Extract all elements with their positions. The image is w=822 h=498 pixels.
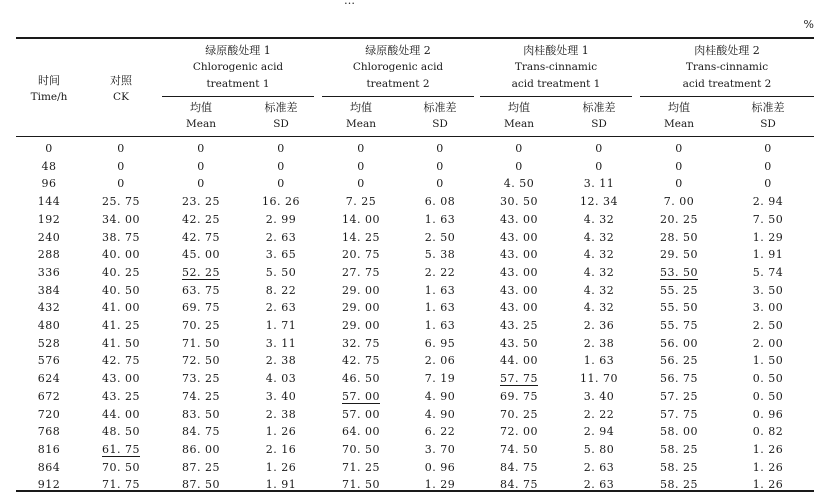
value-cell: 4. 32 [583,301,615,315]
table-row [0,476,822,494]
value-cell: 70. 25 [500,407,538,421]
value-cell: 43. 00 [500,248,538,262]
table-row [0,229,822,247]
time-cell: 432 [37,301,61,315]
value-cell: 63. 75 [182,283,220,297]
subheader-sd-zh: 标准差 [423,101,457,114]
value-cell: 0 [117,142,125,155]
value-cell: 30. 50 [500,195,538,209]
table-row [0,246,822,264]
value-cell: 3. 00 [752,301,784,315]
subheader-sd-2 [405,100,475,132]
value-cell: 71. 50 [342,478,380,492]
value-cell: 70. 50 [102,460,140,474]
value-cell: 23. 25 [182,195,220,209]
value-cell: 44. 00 [500,354,538,368]
subheader-sd-en: SD [432,118,448,130]
value-cell: 20. 25 [660,212,698,226]
value-cell: 4. 32 [583,212,615,226]
table-row [0,317,822,335]
value-cell: 0. 96 [424,460,456,474]
value-cell: 5. 80 [583,442,615,456]
subheader-mean-zh: 均值 [350,101,372,114]
value-cell: 56. 25 [660,354,698,368]
value-cell: 3. 11 [265,336,297,350]
value-cell: 1. 63 [583,354,615,368]
value-cell: 43. 00 [500,212,538,226]
value-cell: 14. 25 [342,230,380,244]
value-cell: 41. 50 [102,336,140,350]
value-cell: 70. 25 [182,319,220,332]
value-cell: 5. 50 [265,265,297,279]
value-cell: 56. 00 [660,336,698,350]
value-cell: 0 [675,177,683,191]
value-cell: 0 [357,177,365,191]
value-cell: 28. 50 [660,230,698,244]
table-row [0,352,822,370]
value-cell: 55. 75 [660,319,698,332]
value-cell: 12. 34 [580,195,618,209]
value-cell: 0 [117,177,125,191]
value-cell: 41. 25 [102,319,140,332]
value-cell: 1. 63 [424,319,456,332]
value-cell: 0 [595,159,603,173]
value-cell: 29. 50 [660,248,698,262]
subheader-sd-4 [733,100,803,132]
value-cell: 3. 40 [583,389,615,403]
value-cell: 25. 75 [102,195,140,209]
group-underline-1 [162,96,314,97]
value-cell: 71. 25 [342,460,380,474]
subheader-mean-en: Mean [504,118,534,130]
value-cell: 2. 63 [265,230,297,244]
subheader-mean-en: Mean [186,118,216,130]
subheader-sd-1 [246,100,316,132]
time-cell: 528 [37,336,61,350]
value-cell: 0 [197,159,205,173]
group-underline-3 [480,96,632,97]
value-cell: 0 [277,177,285,191]
value-cell: 2. 16 [265,442,297,456]
value-cell: 4. 90 [424,407,456,421]
time-cell: 816 [37,442,61,456]
time-cell: 96 [41,177,57,191]
value-cell: 34. 00 [102,212,140,226]
subheader-sd-zh: 标准差 [751,101,785,114]
value-cell: 43. 00 [500,301,538,315]
value-cell: 57. 75 [500,372,538,386]
subheader-mean-4 [644,100,714,132]
value-cell: 57. 00 [342,407,380,421]
top-mark: … [344,0,355,7]
table-row [0,423,822,441]
value-cell: 40. 00 [102,248,140,262]
subheader-mean-1 [166,100,236,132]
value-cell: 1. 26 [265,425,297,439]
time-cell: 480 [37,319,61,332]
header-time: 时间 Time/h [30,74,68,103]
table-row [0,335,822,353]
table-row [0,459,822,477]
value-cell: 0 [675,142,683,155]
value-cell: 16. 26 [262,195,300,209]
value-cell: 0 [436,142,444,155]
value-cell: 2. 36 [583,319,615,332]
value-cell: 84. 75 [500,460,538,474]
time-cell: 576 [37,354,61,368]
value-cell: 1. 91 [265,478,297,492]
value-cell: 29. 00 [342,283,380,297]
value-cell: 1. 26 [752,460,784,474]
value-cell: 6. 95 [424,336,456,350]
value-cell: 5. 38 [424,248,456,262]
subheader-mean-2 [326,100,396,132]
subheader-sd-zh: 标准差 [582,101,616,114]
value-cell: 43. 00 [500,230,538,244]
value-cell: 0 [436,177,444,191]
value-cell: 11. 70 [580,372,618,386]
value-cell: 43. 25 [102,389,140,403]
value-cell: 5. 74 [752,265,784,279]
table-row [0,388,822,406]
value-cell: 27. 75 [342,265,380,279]
value-cell: 87. 25 [182,460,220,474]
value-cell: 58. 25 [660,478,698,492]
value-cell: 1. 26 [752,478,784,492]
value-cell: 87. 50 [182,478,220,492]
value-cell: 0 [675,159,683,173]
value-cell: 55. 50 [660,301,698,315]
value-cell: 7. 19 [424,372,456,386]
subheader-mean-3 [484,100,554,132]
value-cell: 42. 75 [102,354,140,368]
unit-label: % [803,18,814,31]
value-cell: 0 [197,177,205,191]
subheader-mean-zh: 均值 [668,101,690,114]
value-cell: 0 [197,142,205,155]
value-cell: 2. 38 [583,336,615,350]
table-row [0,282,822,300]
value-cell: 7. 50 [752,212,784,226]
value-cell: 1. 26 [265,460,297,474]
value-cell: 1. 63 [424,212,456,226]
header-ck: 对照 CK [110,74,132,103]
subheader-sd-zh: 标准差 [264,101,298,114]
value-cell: 2. 94 [752,195,784,209]
value-cell: 29. 00 [342,319,380,332]
value-cell: 0 [515,159,523,173]
value-cell: 2. 63 [583,478,615,492]
value-cell: 4. 32 [583,283,615,297]
value-cell: 43. 00 [102,372,140,386]
time-cell: 240 [37,230,61,244]
value-cell: 72. 50 [182,354,220,368]
time-cell: 144 [37,195,61,209]
table-row [0,140,822,158]
time-cell: 720 [37,407,61,421]
table-row [0,441,822,459]
value-cell: 4. 90 [424,389,456,403]
value-cell: 4. 32 [583,230,615,244]
value-cell: 1. 91 [752,248,784,262]
value-cell: 2. 38 [265,407,297,421]
time-cell: 912 [37,478,61,492]
header-rule [16,136,814,137]
table-row [0,175,822,193]
value-cell: 0 [277,159,285,173]
value-cell: 3. 40 [265,389,297,403]
value-cell: 7. 25 [345,195,377,209]
value-cell: 2. 94 [583,425,615,439]
time-cell: 384 [37,283,61,297]
value-cell: 0 [357,142,365,155]
value-cell: 1. 71 [265,319,297,332]
value-cell: 0 [764,142,772,155]
value-cell: 64. 00 [342,425,380,439]
value-cell: 2. 50 [752,319,784,332]
value-cell: 20. 75 [342,248,380,262]
value-cell: 2. 63 [265,301,297,315]
value-cell: 43. 00 [500,265,538,279]
value-cell: 2. 00 [752,336,784,350]
table-row [0,193,822,211]
value-cell: 43. 00 [500,283,538,297]
subheader-mean-zh: 均值 [190,101,212,114]
value-cell: 45. 00 [182,248,220,262]
time-cell: 48 [41,159,57,173]
value-cell: 0. 96 [752,407,784,421]
time-cell: 672 [37,389,61,403]
value-cell: 46. 50 [342,372,380,386]
value-cell: 1. 63 [424,301,456,315]
value-cell: 52. 25 [182,265,220,279]
value-cell: 4. 32 [583,248,615,262]
value-cell: 57. 00 [342,389,380,403]
value-cell: 0 [764,159,772,173]
value-cell: 56. 75 [660,372,698,386]
value-cell: 72. 00 [500,425,538,439]
top-rule [16,37,814,39]
value-cell: 7. 00 [663,195,695,209]
subheader-mean-zh: 均值 [508,101,530,114]
group-underline-2 [322,96,474,97]
value-cell: 58. 00 [660,425,698,439]
value-cell: 0 [436,159,444,173]
value-cell: 2. 63 [583,460,615,474]
value-cell: 83. 50 [182,407,220,421]
header-group-2: 绿原酸处理 2 Chlorogenic acid treatment 2 [352,44,444,90]
time-cell: 0 [45,142,53,155]
value-cell: 69. 75 [500,389,538,403]
subheader-sd-3 [564,100,634,132]
value-cell: 2. 22 [583,407,615,421]
value-cell: 3. 65 [265,248,297,262]
table-row [0,406,822,424]
value-cell: 32. 75 [342,336,380,350]
value-cell: 4. 03 [265,372,297,386]
value-cell: 3. 11 [583,177,615,191]
subheader-sd-en: SD [273,118,289,130]
header-group-3: 肉桂酸处理 1 Trans-cinnamic acid treatment 1 [511,44,601,90]
time-cell: 864 [37,460,61,474]
value-cell: 41. 00 [102,301,140,315]
value-cell: 70. 50 [342,442,380,456]
value-cell: 48. 50 [102,425,140,439]
value-cell: 57. 75 [660,407,698,421]
value-cell: 0. 82 [752,425,784,439]
value-cell: 58. 25 [660,460,698,474]
time-cell: 336 [37,265,61,279]
value-cell: 38. 75 [102,230,140,244]
value-cell: 4. 50 [503,177,535,191]
value-cell: 2. 22 [424,265,456,279]
value-cell: 71. 75 [102,478,140,492]
value-cell: 71. 50 [182,336,220,350]
value-cell: 74. 25 [182,389,220,403]
value-cell: 40. 25 [102,265,140,279]
value-cell: 4. 32 [583,265,615,279]
value-cell: 86. 00 [182,442,220,456]
value-cell: 42. 25 [182,212,220,226]
value-cell: 0 [357,159,365,173]
value-cell: 3. 50 [752,283,784,297]
value-cell: 0. 50 [752,372,784,386]
value-cell: 2. 06 [424,354,456,368]
value-cell: 0 [764,177,772,191]
value-cell: 8. 22 [265,283,297,297]
value-cell: 14. 00 [342,212,380,226]
value-cell: 0. 50 [752,389,784,403]
value-cell: 61. 75 [102,442,140,456]
value-cell: 6. 22 [424,425,456,439]
value-cell: 2. 99 [265,212,297,226]
value-cell: 84. 75 [182,425,220,439]
value-cell: 43. 25 [500,319,538,332]
time-cell: 192 [37,212,61,226]
value-cell: 1. 26 [752,442,784,456]
value-cell: 0 [515,142,523,155]
value-cell: 42. 75 [342,354,380,368]
subheader-sd-en: SD [760,118,776,130]
value-cell: 57. 25 [660,389,698,403]
table-row [0,158,822,176]
value-cell: 73. 25 [182,372,220,386]
time-cell: 768 [37,425,61,439]
value-cell: 29. 00 [342,301,380,315]
value-cell: 2. 38 [265,354,297,368]
table-row [0,264,822,282]
value-cell: 42. 75 [182,230,220,244]
value-cell: 58. 25 [660,442,698,456]
value-cell: 84. 75 [500,478,538,492]
value-cell: 0 [277,142,285,155]
value-cell: 55. 25 [660,283,698,297]
value-cell: 2. 50 [424,230,456,244]
value-cell: 44. 00 [102,407,140,421]
value-cell: 74. 50 [500,442,538,456]
value-cell: 0 [117,159,125,173]
subheader-mean-en: Mean [664,118,694,130]
value-cell: 40. 50 [102,283,140,297]
group-underline-4 [640,96,814,97]
value-cell: 69. 75 [182,301,220,315]
value-cell: 6. 08 [424,195,456,209]
value-cell: 53. 50 [660,265,698,279]
value-cell: 43. 50 [500,336,538,350]
subheader-sd-en: SD [591,118,607,130]
time-cell: 288 [37,248,61,262]
table-row [0,211,822,229]
value-cell: 1. 29 [752,230,784,244]
value-cell: 1. 29 [424,478,456,492]
value-cell: 0 [595,142,603,155]
time-cell: 624 [37,372,61,386]
value-cell: 3. 70 [424,442,456,456]
table-row [0,299,822,317]
header-group-1: 绿原酸处理 1 Chlorogenic acid treatment 1 [192,44,284,90]
table-row [0,370,822,388]
value-cell: 1. 63 [424,283,456,297]
subheader-mean-en: Mean [346,118,376,130]
header-group-4: 肉桂酸处理 2 Trans-cinnamic acid treatment 2 [682,44,772,90]
value-cell: 1. 50 [752,354,784,368]
